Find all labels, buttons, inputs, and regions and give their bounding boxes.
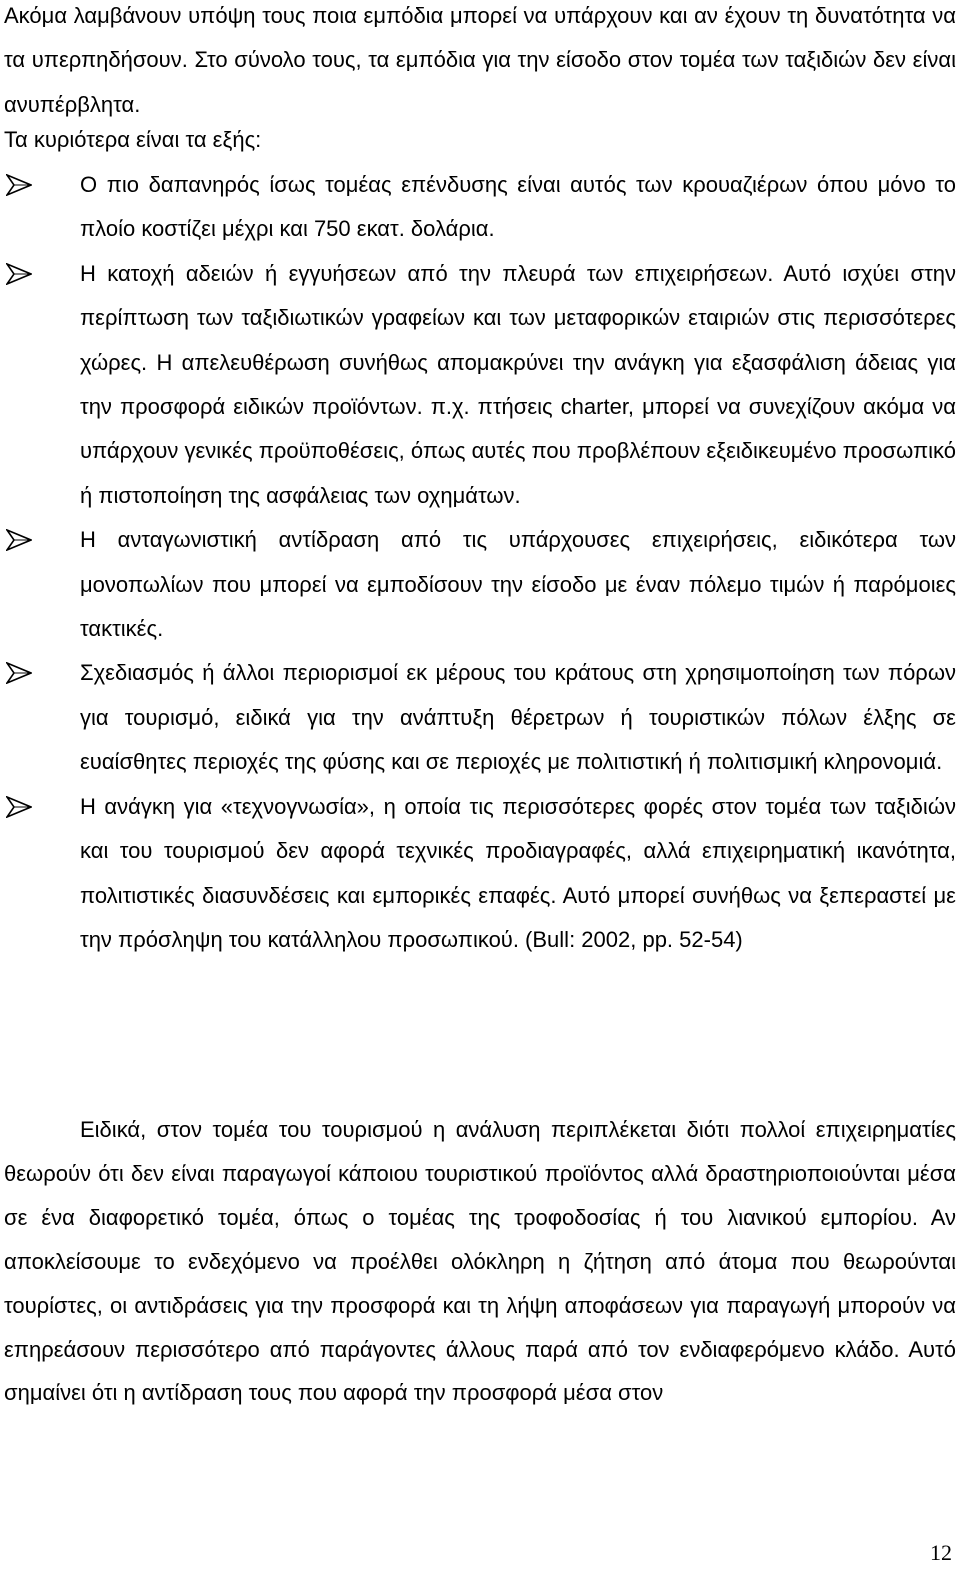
list-item-text: Σχεδιασμός ή άλλοι περιορισμοί εκ μέρους του κράτους στη χρησιμοποίηση των πόρων για τουρισμό, ειδικά για την ανάπτυξη θέρετρων ή τουριστικών πόλων έλξης σε ευαίσθητες περιοχές της φύσης και σε περιοχές με πολιτιστική ή πολιτισμική κληρονομιά. bbox=[80, 660, 956, 775]
arrowhead-bullet-icon bbox=[6, 662, 32, 684]
list-item-text: Η κατοχή αδειών ή εγγυήσεων από την πλευρά των επιχειρήσεων. Αυτό ισχύει στην περίπτωση των ταξιδιωτικών γραφείων και των μεταφορικών εταιριών στις περισσότερες χώρες. Η απελευθέρωση συνήθως απομακρύνει την ανάγκη για εξασφάλιση άδειας για την προσφορά ειδικών προϊόντων. π.χ. πτήσεις charter, μπορεί να συνεχίζουν ακόμα να υπάρχουν γενικές προϋποθέσεις, όπως αυτές που προβλέπουν εξειδικευμένο προσωπικό ή πιστοποίηση της ασφάλειας των οχημάτων. bbox=[80, 260, 956, 508]
list-item bbox=[0, 785, 956, 963]
arrowhead-bullet-icon bbox=[6, 263, 32, 285]
list-item-text: Η ανταγωνιστική αντίδραση από τις υπάρχουσες επιχειρήσεις, ειδικότερα των μονοπωλίων που μπορεί να εμποδίσουν την είσοδο με έναν πόλεμο τιμών ή παρόμοιες τακτικές. bbox=[80, 527, 956, 642]
list-item-text: Η ανάγκη για «τεχνογνωσία», η οποία τις περισσότερες φορές στον τομέα των ταξιδιών και του τουρισμού δεν αφορά τεχνικές προδιαγραφές, αλλά επιχειρηματική ικανότητα, πολιτιστικές διασυνδέσεις και εμπορικές επαφές. Αυτό μπορεί συνήθως να ξεπεραστεί με την πρόσληψη του κατάλληλου προσωπικού. (Bull: 2002, pp. 52-54) bbox=[80, 793, 956, 952]
list-item bbox=[0, 518, 956, 651]
list-item bbox=[0, 163, 956, 252]
page-number: 12 bbox=[930, 1540, 952, 1565]
list-item bbox=[0, 252, 956, 518]
barriers-list bbox=[0, 163, 956, 962]
arrowhead-bullet-icon bbox=[6, 174, 32, 196]
arrowhead-bullet-icon bbox=[6, 796, 32, 818]
closing-paragraph: Ειδικά, στον τομέα του τουρισμού η ανάλυση περιπλέκεται διότι πολλοί επιχειρηματίες θεωρούν ότι δεν είναι παραγωγοί κάποιου τουριστικού προϊόντος αλλά δραστηριοποιούνται μέσα σε ένα διαφορετικό τομέα, όπως ο τομέας της τροφοδοσίας ή του λιανικού εμπορίου. Αν αποκλείσουμε το ενδεχόμενο να προέλθει ολόκληρη η ζήτηση από άτομα που θεωρούνται τουρίστες, οι αντιδράσεις για την προσφορά και τη λήψη αποφάσεων για παραγωγή μπορούν να επηρεάσουν περισσότερο από παράγοντες άλλους παρά από τον ενδιαφερόμενο κλάδο. Αυτό σημαίνει ότι η αντίδραση τους που αφορά την προσφορά μέσα στον bbox=[4, 1117, 956, 1406]
list-lead-paragraph: Τα κυριότερα είναι τα εξής: bbox=[4, 127, 262, 152]
list-item bbox=[0, 651, 956, 784]
list-item-text: Ο πιο δαπανηρός ίσως τομέας επένδυσης είναι αυτός των κρουαζιέρων όπου μόνο το πλοίο κοστίζει μέχρι και 750 εκατ. δολάρια. bbox=[80, 172, 956, 242]
intro-paragraph: Ακόμα λαμβάνουν υπόψη τους ποια εμπόδια μπορεί να υπάρχουν και αν έχουν τη δυνατότητα να τα υπερπηδήσουν. Στο σύνολο τους, τα εμπόδια για την είσοδο στον τομέα των ταξιδιών δεν είναι ανυπέρβλητα. bbox=[4, 3, 956, 117]
arrowhead-bullet-icon bbox=[6, 529, 32, 551]
